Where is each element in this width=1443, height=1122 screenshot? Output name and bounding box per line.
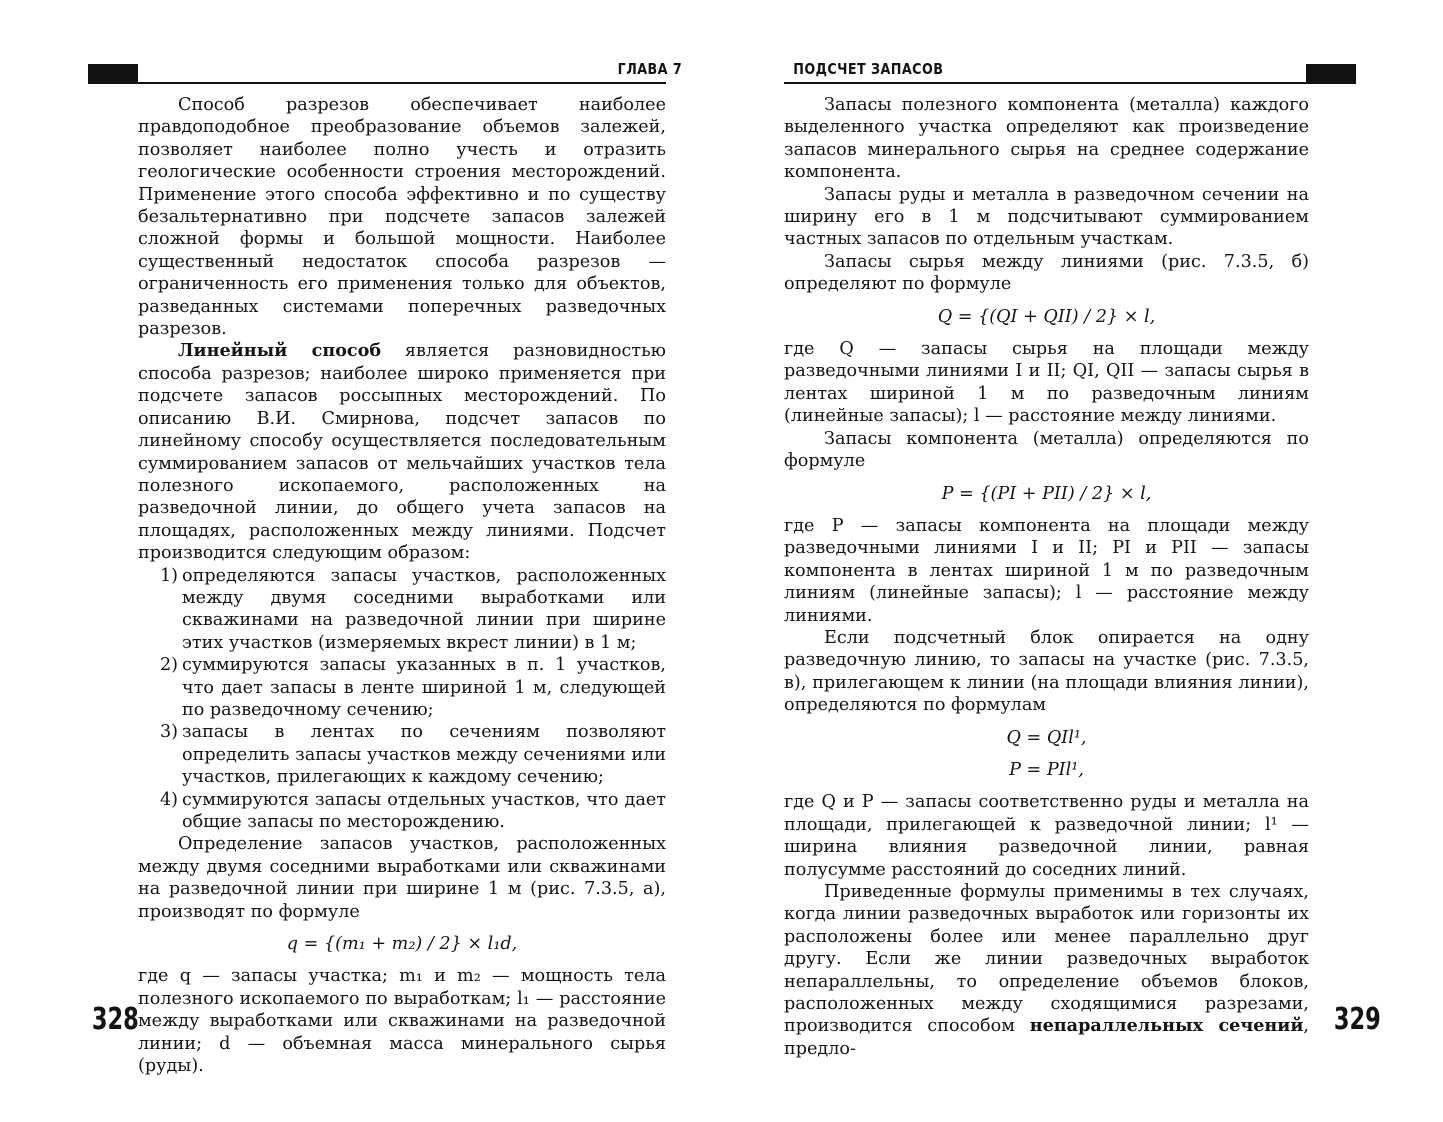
paragraph: где Q — запасы сырья на площади между разведочными линиями I и II; QI, QII — запасы сырья в лентах шириной 1 м по разведочным линиям (линейные запасы); l — расстояние между линиями.: [784, 339, 1309, 427]
list-text: суммируются запасы отдельных участков, что дает общие запасы по месторождению.: [182, 789, 666, 832]
list-item: [138, 565, 666, 655]
running-header: ПОДСЧЕТ ЗАПАСОВ: [793, 60, 944, 78]
list-item: [138, 789, 666, 834]
right-text-column: [784, 94, 1309, 1060]
list-number: 2): [159, 655, 178, 676]
list-number: 1): [159, 565, 178, 586]
list-number: 4): [159, 789, 178, 810]
numbered-list: [138, 565, 666, 834]
list-text: определяются запасы участков, расположенных между двумя соседними выработками или скважинами на разведочной линии при ширине этих участков (измеряемых вкрест линии) в 1 м;: [182, 565, 666, 653]
paragraph-text: является разновидностью способа разрезов; наиболее широко применяется при подсчете запасов россыпных месторождений. По описанию В.И. Смирнова, подсчет запасов по линейному способу осуществляется последовательным суммированием запасов от мельчайших участков тела полезного ископаемого, расположенных на разведочной линии, до общего учета запасов на площадях, расположенных между линиями. Подсчет производится следующим образом:: [138, 341, 666, 564]
paragraph: Запасы компонента (металла) определяются по формуле: [784, 428, 1309, 472]
list-item: [138, 654, 666, 721]
paragraph: где Q и P — запасы соответственно руды и металла на площади, прилегающей к разведочной линии; l¹ — ширина влияния разведочной линии, равная полусумме расстояний до соседних линий.: [784, 792, 1309, 880]
list-item: [138, 721, 666, 788]
paragraph: [138, 340, 666, 564]
running-header: ГЛАВА 7: [617, 60, 683, 78]
paragraph-text: , предло-: [784, 1016, 1309, 1059]
page-number: 329: [1333, 1002, 1381, 1037]
header-bar: [1306, 64, 1356, 82]
paragraph: где q — запасы участка; m₁ и m₂ — мощность тела полезного ископаемого по выработкам; l₁ — расстояние между выработками или скважинами на разведочной линии; d — объемная масса минерального сырья (руды).: [138, 966, 666, 1077]
formula: P = {(PI + PII) / 2} × l,: [941, 483, 1152, 504]
paragraph: Запасы сырья между линиями (рис. 7.3.5, б) определяют по формуле: [784, 251, 1309, 295]
header-rule: [88, 82, 666, 84]
paragraph: Способ разрезов обеспечивает наиболее правдоподобное преобразование объемов залежей, позволяет наиболее полно учесть и отразить геологические особенности строения месторождений. Применение этого способа эффективно и по существу безальтернативно при подсчете запасов залежей сложной формы и большой мощности. Наиболее существенный недостаток способа разрезов — ограниченность его применения только для объектов, разведанных системами поперечных разведочных разрезов.: [138, 95, 666, 340]
left-page: [0, 0, 720, 1122]
formula: P = PIl¹,: [1009, 759, 1084, 780]
formula: Q = {(QI + QII) / 2} × l,: [937, 306, 1156, 327]
list-text: суммируются запасы указанных в п. 1 участков, что дает запасы в ленте шириной 1 м, следующей по разведочному сечению;: [182, 655, 666, 720]
left-text-column: [138, 94, 666, 1077]
paragraph: [784, 881, 1309, 1060]
paragraph: где P — запасы компонента на площади между разведочными линиями I и II; PI и PII — запасы компонента в лентах шириной 1 м по разведочным линиям (линейные запасы); l — расстояние между линиями.: [784, 515, 1309, 626]
header-bar: [88, 64, 138, 82]
page-number: 328: [91, 1002, 139, 1037]
paragraph: Запасы руды и металла в разведочном сечении на ширину его в 1 м подсчитывают суммированием частных запасов по отдельным участкам.: [784, 184, 1309, 250]
header-rule: [784, 82, 1356, 84]
list-number: 3): [159, 722, 178, 743]
formula: Q = QIl¹,: [1006, 727, 1087, 748]
formula: q = {(m₁ + m₂) / 2} × l₁d,: [286, 934, 518, 955]
paragraph: Если подсчетный блок опирается на одну разведочную линию, то запасы на участке (рис. 7.3.5, в), прилегающем к линии (на площади влияния линии), определяются по формулам: [784, 627, 1309, 716]
paragraph: Определение запасов участков, расположенных между двумя соседними выработками или скважинами на разведочной линии при ширине 1 м (рис. 7.3.5, а), производят по формуле: [138, 834, 666, 922]
term-bold: Линейный способ: [178, 340, 382, 362]
paragraph-text: Приведенные формулы применимы в тех случаях, когда линии разведочных выработок или горизонты их расположены более или менее параллельно друг другу. Если же линии разведочных выработок непараллельны, то определение объемов блоков, расположенных между сходящимися разрезами, производится способом: [784, 882, 1309, 1037]
paragraph: Запасы полезного компонента (металла) каждого выделенного участка определяют как произведение запасов минерального сырья на среднее содержание компонента.: [784, 95, 1309, 183]
list-text: запасы в лентах по сечениям позволяют определить запасы участков между сечениями или участков, прилегающих к каждому сечению;: [182, 722, 666, 788]
right-page: [722, 0, 1443, 1122]
term-bold: непараллельных сечений: [1029, 1015, 1304, 1037]
